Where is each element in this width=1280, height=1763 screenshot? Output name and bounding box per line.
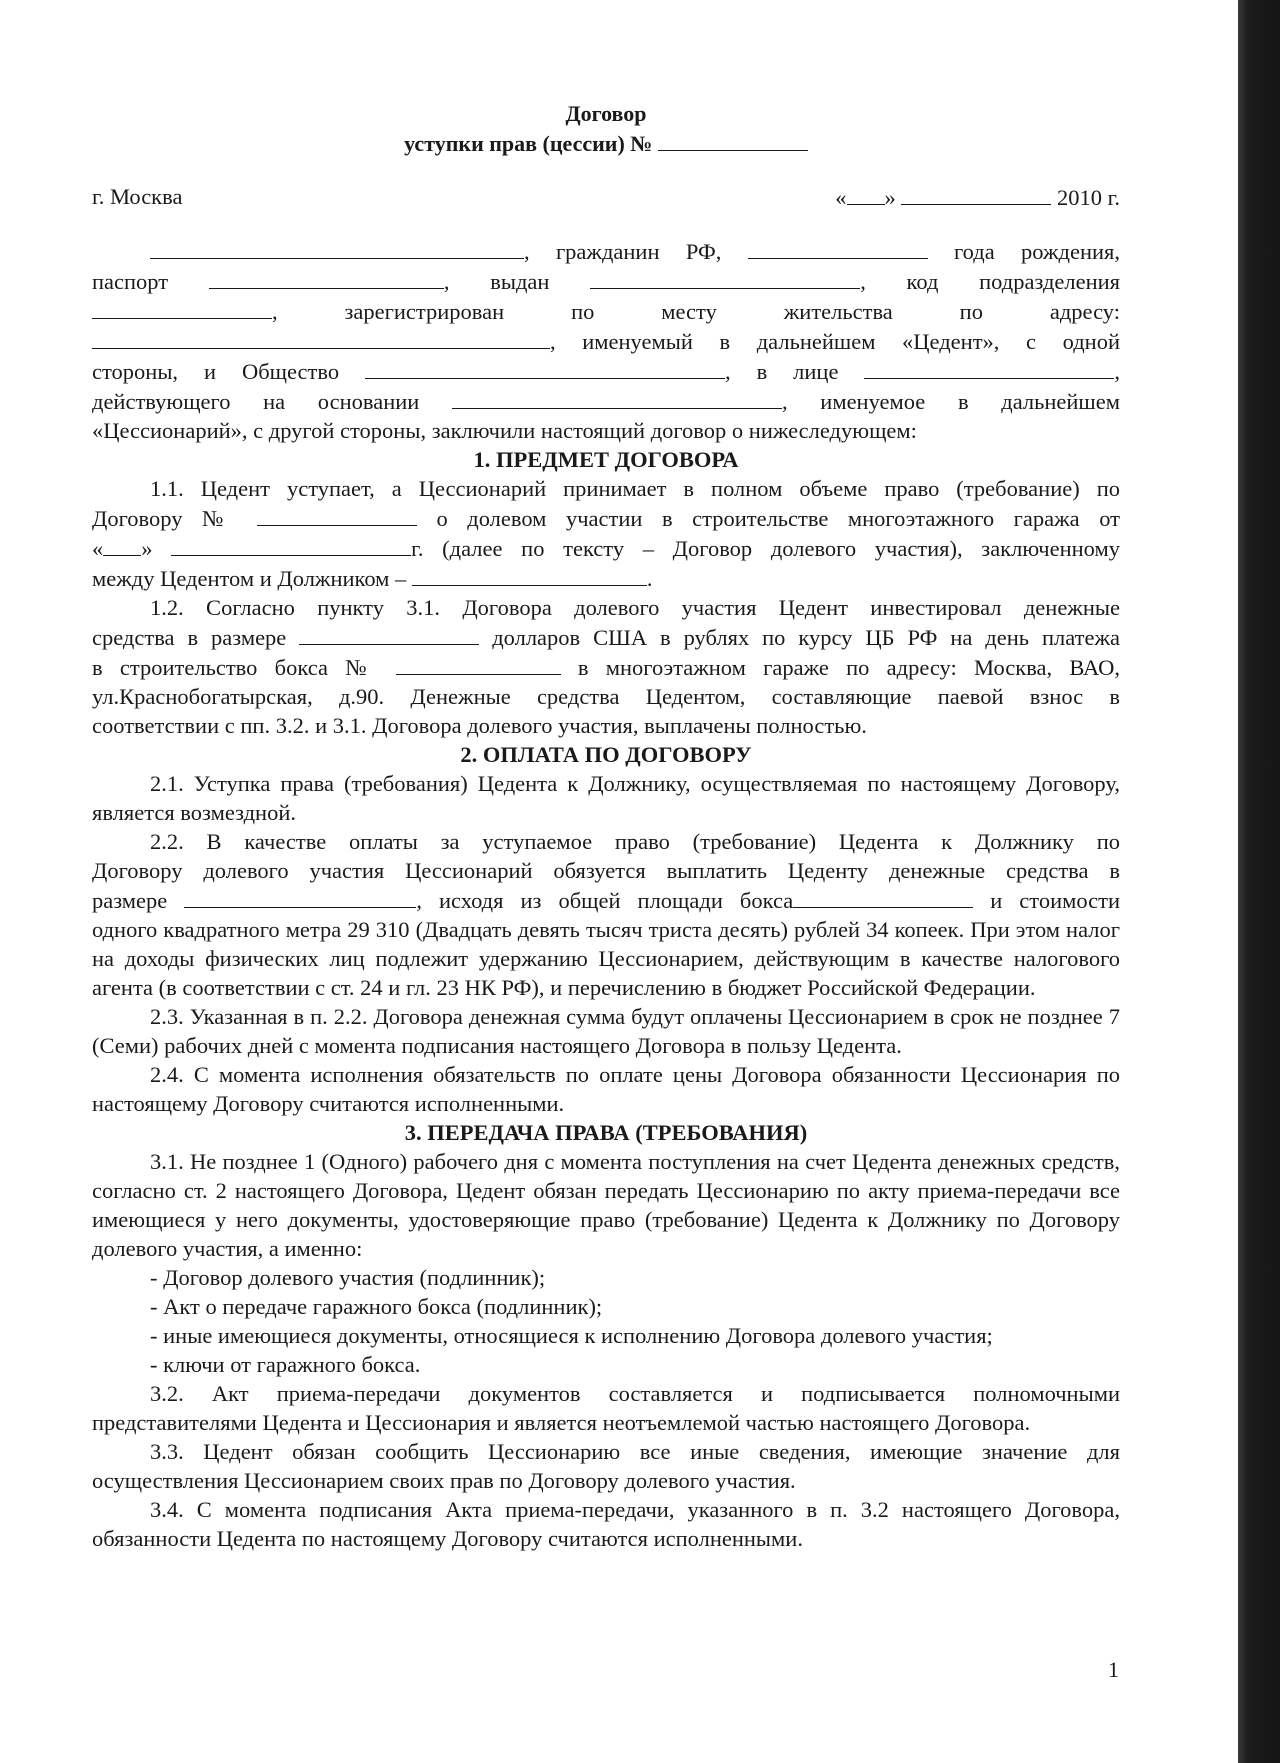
contract-number-blank	[658, 128, 808, 151]
s1-p2-line3: в строительство бокса № в многоэтажном гараже по адресу: Москва, ВАО,	[92, 652, 1120, 682]
issued-by-blank	[590, 266, 860, 289]
city: г. Москва	[92, 184, 183, 209]
s3-p4: 3.4. С момента подписания Акта приема-передачи, указанного в п. 3.2 настоящего Договора, обязанности Цедента по настоящему Договору считаются исполненными.	[92, 1497, 1120, 1551]
section-2-heading: 2. ОПЛАТА ПО ДОГОВОРУ	[460, 742, 752, 767]
s3-list-item: - иные имеющиеся документы, относящиеся к исполнению Договора долевого участия;	[150, 1323, 993, 1348]
section-1	[92, 474, 1120, 740]
amount-usd-blank	[299, 622, 479, 645]
cedent-name-blank	[150, 236, 524, 259]
s1-p2-line1: 1.2. Согласно пункту 3.1. Договора долевого участия Цедент инвестировал денежные	[150, 595, 1120, 620]
section-3	[92, 1147, 1120, 1553]
section-2	[92, 769, 1120, 1118]
dd-month-blank	[171, 533, 411, 556]
date-close-quote: »	[884, 185, 896, 210]
s2-p2-line3: размере , исходя из общей площади бокса и стоимости	[92, 885, 1120, 915]
box-number-blank	[396, 652, 561, 675]
s1-p2-line2: средства в размере долларов США в рублях по курсу ЦБ РФ на день платежа	[92, 622, 1120, 652]
s3-list-item: - ключи от гаражного бокса.	[150, 1352, 421, 1377]
date-open-quote: «	[835, 185, 847, 210]
date	[835, 182, 1120, 212]
intro-line-3: , зарегистрирован по месту жительства по адресу:	[92, 296, 1120, 326]
s1-p2-line5: соответствии с пп. 3.2. и 3.1. Договора долевого участия, выплачены полностью.	[92, 713, 867, 738]
division-code-blank	[92, 296, 272, 319]
section-3-heading: 3. ПЕРЕДАЧА ПРАВА (ТРЕБОВАНИЯ)	[404, 1120, 808, 1145]
intro-line-1: , гражданин РФ, года рождения,	[92, 236, 1120, 266]
s3-p1: 3.1. Не позднее 1 (Одного) рабочего дня с момента поступления на счет Цедента денежных средств, согласно ст. 2 настоящего Договора, Цедент обязан передать Цессионарию по акту приема-передачи все имеющиеся у него документы, удостоверяющие право (требование) Цедента к Должнику по Договору долевого участия, а именно:	[92, 1149, 1120, 1261]
company-name-blank	[365, 356, 725, 379]
s1-p2-line4: ул.Краснобогатырская, д.90. Денежные средства Цедентом, составляющие паевой взнос в	[92, 684, 1120, 709]
s2-p2-line1: 2.2. В качестве оплаты за уступаемое право (требование) Цедента к Должнику по	[150, 829, 1120, 854]
s3-list-item: - Договор долевого участия (подлинник);	[150, 1265, 546, 1290]
box-area-blank	[793, 885, 973, 908]
s2-p1: 2.1. Уступка права (требования) Цедента к Должнику, осуществляемая по настоящему Договору, является возмездной.	[92, 771, 1120, 825]
intro-line-7: «Цессионарий», с другой стороны, заключили настоящий договор о нижеследующем:	[92, 418, 917, 443]
s2-p3: 2.3. Указанная в п. 2.2. Договора денежная сумма будут оплачены Цессионарием в срок не позднее 7 (Семи) рабочих дней с момента подписания настоящего Договора в пользу Цедента.	[92, 1004, 1120, 1058]
page-number: 1	[1108, 1657, 1119, 1682]
dd-day-blank	[103, 533, 141, 556]
intro-line-5: стороны, и Общество , в лице ,	[92, 356, 1120, 386]
s1-p1-line1: 1.1. Цедент уступает, а Цессионарий принимает в полном объеме право (требование) по	[150, 476, 1120, 501]
intro-line-4: , именуемый в дальнейшем «Цедент», с одной	[92, 326, 1120, 356]
debtor-blank	[412, 563, 647, 586]
payment-amount-blank	[184, 885, 416, 908]
city-date-row	[92, 182, 1120, 212]
s2-p4: 2.4. С момента исполнения обязательств по оплате цены Договора обязанности Цессионария по настоящему Договору считаются исполненными.	[92, 1062, 1120, 1116]
dd-contract-number-blank	[257, 503, 417, 526]
title-text: уступки прав (цессии) №	[404, 131, 653, 156]
birth-year-blank	[748, 236, 928, 259]
day-blank	[847, 182, 885, 205]
s1-p1-line4: между Цедентом и Должником – .	[92, 563, 1120, 593]
address-blank	[92, 326, 550, 349]
scan-edge	[1238, 0, 1280, 1763]
month-blank	[901, 182, 1051, 205]
intro-line-2: паспорт , выдан , код подразделения	[92, 266, 1120, 296]
section-1-heading: 1. ПРЕДМЕТ ДОГОВОРА	[473, 447, 739, 472]
title-line2	[92, 128, 1120, 158]
s1-p1-line2: Договору № о долевом участии в строительстве многоэтажного гаража от	[92, 503, 1120, 533]
s3-list-item: - Акт о передаче гаражного бокса (подлинник);	[150, 1294, 603, 1319]
basis-blank	[452, 386, 782, 409]
year: 2010 г.	[1057, 185, 1120, 210]
s2-p2-rest: одного квадратного метра 29 310 (Двадцать девять тысяч триста десять) рублей 34 копеек. При этом налог на доходы физических лиц подлежит удержанию Цессионарием, действующим в качестве налогового агента (в соответствии с ст. 24 и гл. 23 НК РФ), и перечислению в бюджет Российской Федерации.	[92, 917, 1120, 1000]
representative-blank	[864, 356, 1114, 379]
intro	[92, 236, 1120, 445]
passport-blank	[209, 266, 444, 289]
document-page	[92, 100, 1120, 1553]
title-line1: Договор	[565, 101, 647, 126]
s3-p2: 3.2. Акт приема-передачи документов составляется и подписывается полномочными представителями Цедента и Цессионария и является неотъемлемой частью настоящего Договора.	[92, 1381, 1120, 1435]
s3-p3: 3.3. Цедент обязан сообщить Цессионарию все иные сведения, имеющие значение для осуществления Цессионарием своих прав по Договору долевого участия.	[92, 1439, 1120, 1493]
s2-p2-line2: Договору долевого участия Цессионарий обязуется выплатить Цеденту денежные средства в	[92, 858, 1120, 883]
intro-line-6: действующего на основании , именуемое в дальнейшем	[92, 386, 1120, 416]
s1-p1-line3: « » г. (далее по тексту – Договор долевого участия), заключенному	[92, 533, 1120, 563]
